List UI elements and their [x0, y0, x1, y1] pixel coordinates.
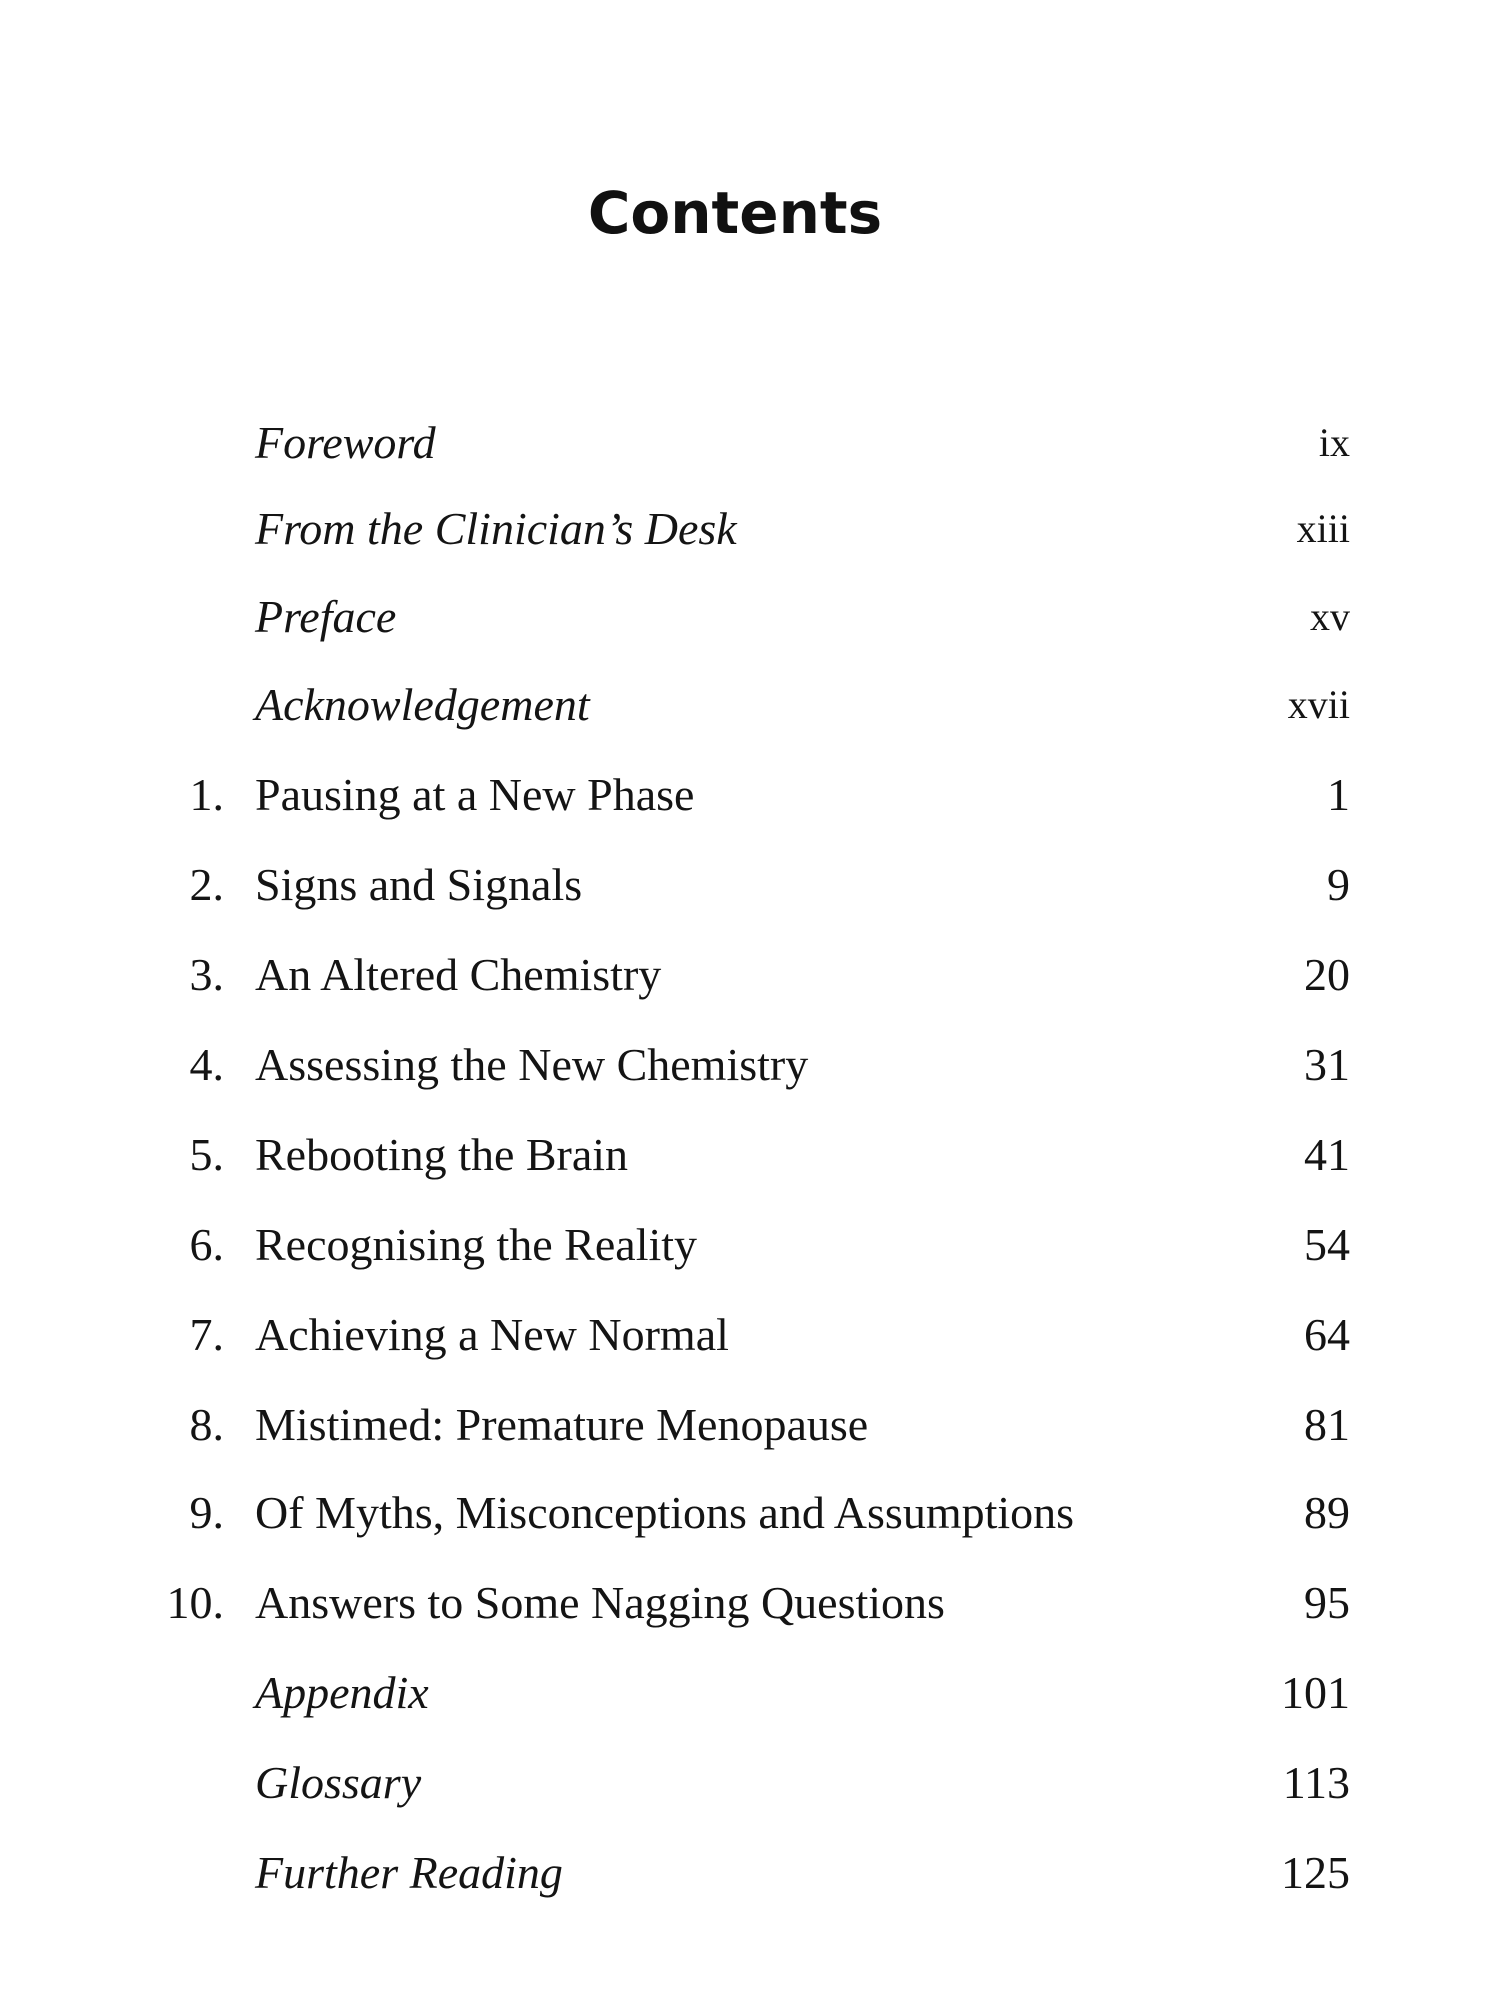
entry-title: Rebooting the Brain — [255, 1129, 629, 1180]
entry-number: 5. — [189, 1129, 224, 1180]
entry-page: 113 — [1282, 1757, 1350, 1808]
entry-page: xiii — [1296, 506, 1350, 551]
toc-entry-chapter-3[interactable] — [0, 940, 1500, 1010]
entry-number: 2. — [189, 859, 224, 910]
toc-entry-foreword[interactable] — [0, 408, 1500, 478]
toc-entry-glossary[interactable] — [0, 1748, 1500, 1818]
entry-number: 10. — [166, 1577, 224, 1628]
entry-page: 20 — [1304, 949, 1350, 1000]
entry-page: 89 — [1304, 1487, 1350, 1538]
entry-page: 54 — [1304, 1219, 1350, 1270]
entry-title: Preface — [255, 591, 397, 642]
entry-page: xvii — [1287, 682, 1350, 727]
entry-title: From the Clinician’s Desk — [255, 503, 737, 554]
entry-number: 4. — [189, 1039, 224, 1090]
entry-title: Pausing at a New Phase — [255, 769, 695, 820]
entry-page: ix — [1318, 420, 1350, 465]
toc-entry-appendix[interactable] — [0, 1658, 1500, 1728]
toc-entry-chapter-10[interactable] — [0, 1568, 1500, 1638]
entry-title: Acknowledgement — [255, 679, 590, 730]
page-title: Contents — [587, 179, 883, 247]
entry-title: Foreword — [255, 417, 436, 468]
entry-page: 95 — [1304, 1577, 1350, 1628]
entry-page: 101 — [1281, 1667, 1350, 1718]
entry-title: Glossary — [255, 1757, 422, 1808]
entry-number: 7. — [189, 1309, 224, 1360]
entry-page: 1 — [1327, 769, 1350, 820]
entry-number: 9. — [189, 1487, 224, 1538]
entry-title: Mistimed: Premature Menopause — [255, 1399, 869, 1450]
toc-entry-chapter-5[interactable] — [0, 1120, 1500, 1190]
entry-title: Further Reading — [255, 1847, 563, 1898]
entry-title: Signs and Signals — [255, 859, 583, 910]
toc-entry-chapter-4[interactable] — [0, 1030, 1500, 1100]
toc-entry-chapter-1[interactable] — [0, 760, 1500, 830]
entry-page: 64 — [1304, 1309, 1350, 1360]
toc-entry-further-reading[interactable] — [0, 1838, 1500, 1908]
entry-title: Assessing the New Chemistry — [255, 1039, 809, 1090]
toc-entry-chapter-6[interactable] — [0, 1210, 1500, 1280]
toc-entry-acknowledgement[interactable] — [0, 670, 1500, 740]
entry-title: Achieving a New Normal — [255, 1309, 729, 1360]
entry-page: 41 — [1304, 1129, 1350, 1180]
toc-entry-chapter-7[interactable] — [0, 1300, 1500, 1370]
entry-number: 1. — [189, 769, 224, 820]
entry-title: Answers to Some Nagging Questions — [255, 1577, 945, 1628]
entry-number: 3. — [189, 949, 224, 1000]
entry-title: Of Myths, Misconceptions and Assumptions — [255, 1487, 1075, 1538]
entry-page: 125 — [1281, 1847, 1350, 1898]
toc-entry-chapter-9[interactable] — [0, 1478, 1500, 1548]
toc-entry-chapter-2[interactable] — [0, 850, 1500, 920]
toc-entry-preface[interactable] — [0, 582, 1500, 652]
entry-page: 9 — [1327, 859, 1350, 910]
entry-number: 8. — [189, 1399, 224, 1450]
entry-page: 81 — [1304, 1399, 1350, 1450]
entry-number: 6. — [189, 1219, 224, 1270]
toc-entry-clinicians-desk[interactable] — [0, 494, 1500, 564]
entry-page: 31 — [1304, 1039, 1350, 1090]
entry-title: Appendix — [255, 1667, 429, 1718]
entry-page: xv — [1310, 594, 1350, 639]
entry-title: Recognising the Reality — [255, 1219, 698, 1270]
entry-title: An Altered Chemistry — [255, 949, 662, 1000]
toc-entry-chapter-8[interactable] — [0, 1390, 1500, 1460]
